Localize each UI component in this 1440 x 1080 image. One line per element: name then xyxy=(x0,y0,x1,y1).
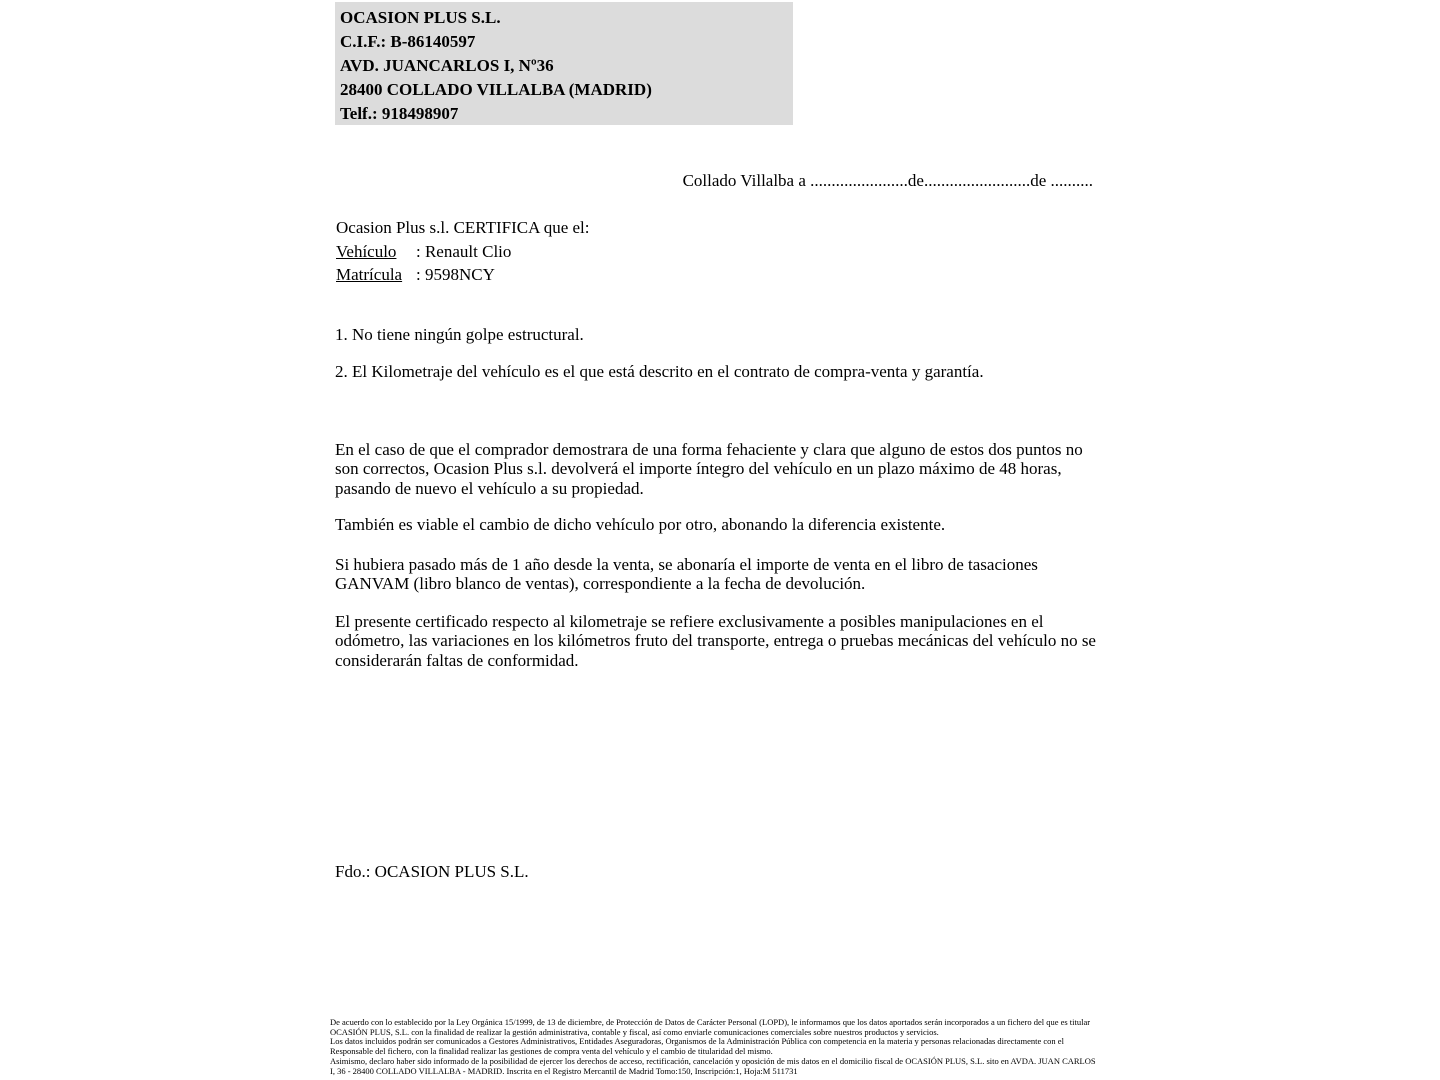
company-city: 28400 COLLADO VILLALBA (MADRID) xyxy=(340,80,652,99)
footer-paragraph-1: De acuerdo con lo establecido por la Ley Orgánica 15/1999, de 13 de diciembre, de Protección de Datos de Carácter Personal (LOPD), le informamos que los datos aportados serán incorporados a un fichero del que es titular OCASIÓN PLUS, S.L. con la finalidad de realizar la gestión administrativa, contable y fiscal, así como enviarle comunicaciones comerciales sobre nuestros productos y servicios. xyxy=(330,1017,1091,1037)
paragraph-odometer: El presente certificado respecto al kilometraje se refiere exclusivamente a posibles manipulaciones en el odómetro, las variaciones en los kilómetros fruto del transporte, entrega o pruebas mecánicas del vehículo no se considerarán faltas de conformidad. xyxy=(335,612,1096,670)
paragraph-refund: En el caso de que el comprador demostrara de una forma fehaciente y clara que alguno de estos dos puntos no son correctos, Ocasion Plus s.l. devolverá el importe íntegro del vehículo en un plazo máximo de 48 horas, pasando de nuevo el vehículo a su propiedad. xyxy=(335,440,1083,498)
company-name: OCASION PLUS S.L. xyxy=(340,8,501,27)
company-phone: Telf.: 918498907 xyxy=(340,104,459,123)
paragraph-exchange: También es viable el cambio de dicho vehículo por otro, abonando la diferencia existente. xyxy=(335,515,946,534)
vehicle-line xyxy=(336,240,836,264)
vehicle-label: Vehículo xyxy=(336,241,397,261)
clause-1: 1. No tiene ningún golpe estructural. xyxy=(335,325,584,344)
plate-value: : 9598NCY xyxy=(416,265,495,284)
vehicle-value: : Renault Clio xyxy=(416,241,512,261)
paragraph-ganvam: Si hubiera pasado más de 1 año desde la venta, se abonaría el importe de venta en el libro de tasaciones GANVAM (libro blanco de ventas), correspondiente a la fecha de devolución. xyxy=(335,555,1038,594)
footer-paragraph-2: Los datos incluidos podrán ser comunicados a Gestores Administrativos, Entidades Aseguradoras, Organismos de la Administración Pública con competencia en la materia y personas relacionadas directamente con el Responsable del fichero, con la finalidad realizar las gestiones de compra venta del vehículo y el cambio de titularidad del mismo. xyxy=(330,1036,1064,1057)
clause-2: 2. El Kilometraje del vehículo es el que está descrito en el contrato de compra-venta y garantía. xyxy=(335,362,984,381)
footer-paragraph-3: Asimismo, declaro haber sido informado de la posibilidad de ejercer los derechos de acceso, rectificación, cancelación y oposición de mis datos en el domicilio fiscal de OCASIÓN PLUS, S.L. sito en AVDA. JUAN CARLOS I, 36 - 28400 COLLADO VILLALBA - MADRID. Inscrita en el Registro Mercantil de Madrid Tomo:150, Inscripción:1, Hoja:M 511731 xyxy=(330,1055,1096,1076)
company-cif: C.I.F.: B-86140597 xyxy=(340,32,476,51)
company-header-box xyxy=(335,2,793,125)
date-line: Collado Villalba a .......................de.........................de .......... xyxy=(682,171,1093,190)
plate-line xyxy=(336,263,836,287)
legal-footer xyxy=(330,1018,1102,1076)
certification-block xyxy=(336,216,836,287)
plate-label: Matrícula xyxy=(336,265,403,284)
company-address: AVD. JUANCARLOS I, Nº36 xyxy=(340,56,554,75)
certification-intro: Ocasion Plus s.l. CERTIFICA que el: xyxy=(336,218,590,237)
signature-line: Fdo.: OCASION PLUS S.L. xyxy=(335,862,529,881)
